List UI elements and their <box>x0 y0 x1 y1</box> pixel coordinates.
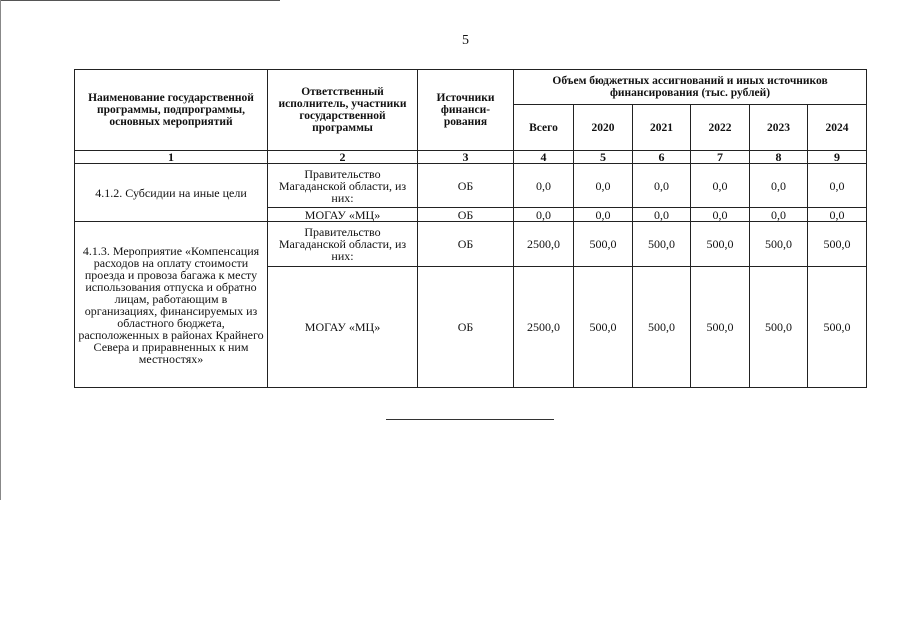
value-cell: 0,0 <box>633 164 691 208</box>
value-total: 2500,0 <box>514 267 574 388</box>
value-cell: 0,0 <box>808 208 867 222</box>
table-row <box>75 222 867 267</box>
value-cell: 0,0 <box>691 208 750 222</box>
executor-cell: МОГАУ «МЦ» <box>268 267 418 388</box>
value-total: 0,0 <box>514 208 574 222</box>
column-number: 3 <box>418 151 514 164</box>
left-edge-line <box>0 0 1 500</box>
value-total: 0,0 <box>514 164 574 208</box>
header-executor: Ответственный исполнитель, участники государственной программы <box>268 70 418 151</box>
executor-cell: Правительство Магаданской области, из них: <box>268 164 418 208</box>
end-of-table-rule <box>386 419 554 420</box>
header-year: 2024 <box>808 105 867 151</box>
activity-name: 4.1.2. Субсидии на иные цели <box>75 164 268 222</box>
header-volume: Объем бюджетных ассигнований и иных источников финансирования (тыс. рублей) <box>514 70 867 105</box>
value-cell: 0,0 <box>750 208 808 222</box>
value-cell: 0,0 <box>574 208 633 222</box>
header-name: Наименование государственной программы, подпрограммы, основных мероприятий <box>75 70 268 151</box>
value-cell: 500,0 <box>808 222 867 267</box>
column-number: 5 <box>574 151 633 164</box>
column-number: 7 <box>691 151 750 164</box>
page-number: 5 <box>462 33 469 48</box>
value-cell: 500,0 <box>691 222 750 267</box>
header-year: 2021 <box>633 105 691 151</box>
source-cell: ОБ <box>418 222 514 267</box>
value-cell: 500,0 <box>633 222 691 267</box>
column-number: 2 <box>268 151 418 164</box>
column-number: 6 <box>633 151 691 164</box>
value-cell: 500,0 <box>808 267 867 388</box>
column-number: 4 <box>514 151 574 164</box>
value-cell: 500,0 <box>750 267 808 388</box>
executor-cell: МОГАУ «МЦ» <box>268 208 418 222</box>
value-cell: 0,0 <box>633 208 691 222</box>
column-number-row <box>75 151 867 164</box>
value-cell: 0,0 <box>691 164 750 208</box>
header-year: 2020 <box>574 105 633 151</box>
value-cell: 500,0 <box>633 267 691 388</box>
activity-name: 4.1.3. Мероприятие «Компенсация расходов на оплату стоимости проезда и провоза багажа к месту использования отпуска и обратно лицам, работающим в организациях, финансируемых из областного бюджета, расположенных в районах Крайнего Севера и приравненных к ним местностях» <box>75 222 268 388</box>
column-number: 8 <box>750 151 808 164</box>
value-cell: 0,0 <box>750 164 808 208</box>
source-cell: ОБ <box>418 267 514 388</box>
table-row <box>75 164 867 208</box>
header-total: Всего <box>514 105 574 151</box>
column-number: 9 <box>808 151 867 164</box>
value-cell: 500,0 <box>574 222 633 267</box>
value-cell: 500,0 <box>574 267 633 388</box>
value-cell: 500,0 <box>750 222 808 267</box>
value-cell: 0,0 <box>574 164 633 208</box>
value-cell: 500,0 <box>691 267 750 388</box>
header-year: 2022 <box>691 105 750 151</box>
header-row <box>75 70 867 105</box>
source-cell: ОБ <box>418 164 514 208</box>
executor-cell: Правительство Магаданской области, из них: <box>268 222 418 267</box>
header-source: Источники финанси-рования <box>418 70 514 151</box>
value-cell: 0,0 <box>808 164 867 208</box>
top-edge-line <box>0 0 280 1</box>
value-total: 2500,0 <box>514 222 574 267</box>
budget-table <box>74 69 867 388</box>
column-number: 1 <box>75 151 268 164</box>
header-year: 2023 <box>750 105 808 151</box>
source-cell: ОБ <box>418 208 514 222</box>
